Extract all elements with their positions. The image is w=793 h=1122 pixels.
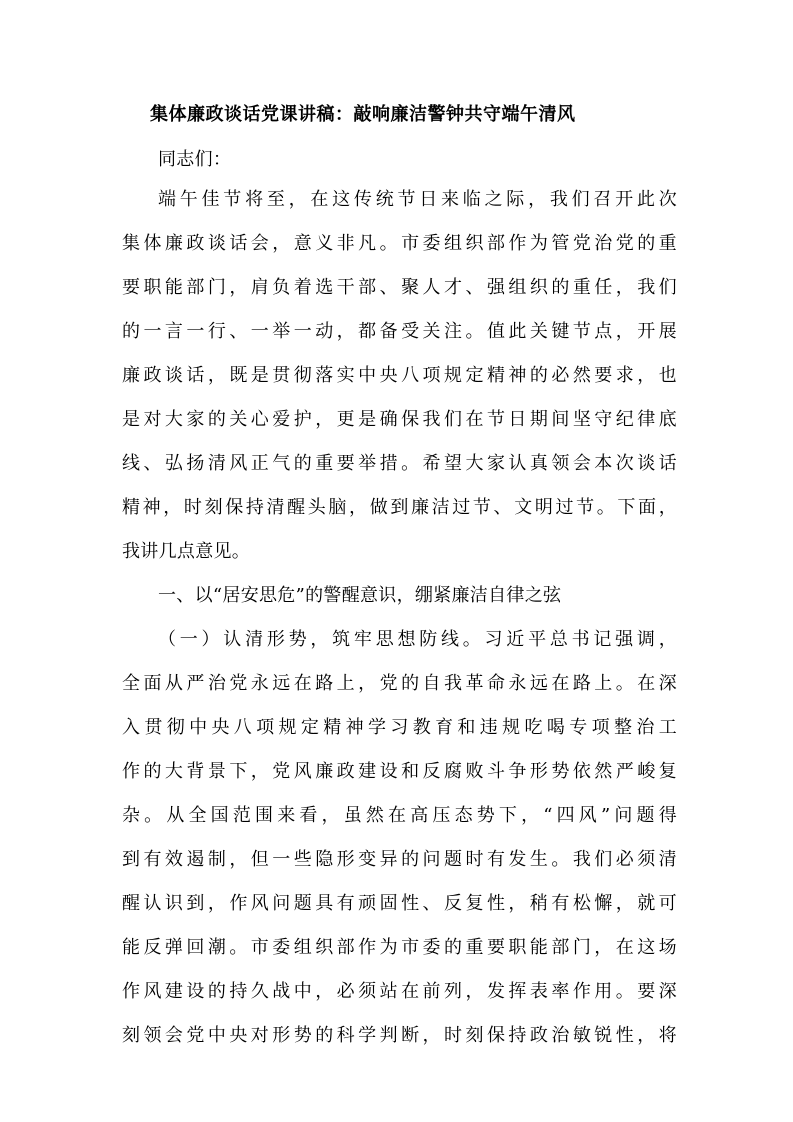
paragraph-line: 的一言一行、一举一动，都备受关注。值此关键节点，开展 <box>122 321 677 342</box>
section-heading: 一、以“居安思危”的警醒意识，绷紧廉洁自律之弦 <box>158 585 562 606</box>
paragraph-line: 能反弹回潮。市委组织部作为市委的重要职能部门，在这场 <box>122 937 677 958</box>
paragraph-line: 是对大家的关心爱护，更是确保我们在节日期间坚守纪律底 <box>122 409 677 430</box>
paragraph-line: 刻领会党中央对形势的科学判断，时刻保持政治敏锐性，将 <box>122 1025 677 1046</box>
paragraph-line: 入贯彻中央八项规定精神学习教育和违规吃喝专项整治工 <box>122 717 677 738</box>
paragraph-line: 要职能部门，肩负着选干部、聚人才、强组织的重任，我们 <box>122 277 677 298</box>
paragraph-line: 集体廉政谈话会，意义非凡。市委组织部作为管党治党的重 <box>122 233 677 254</box>
paragraph-line: 精神，时刻保持清醒头脑，做到廉洁过节、文明过节。下面， <box>122 497 677 518</box>
paragraph-line: 作风建设的持久战中，必须站在前列，发挥表率作用。要深 <box>122 981 677 1002</box>
paragraph-line: 到有效遏制，但一些隐形变异的问题时有发生。我们必须清 <box>122 849 677 870</box>
paragraph-line: （一）认清形势，筑牢思想防线。习近平总书记强调， <box>158 629 677 650</box>
greeting: 同志们： <box>158 149 232 170</box>
paragraph-line: 端午佳节将至，在这传统节日来临之际，我们召开此次 <box>158 189 677 210</box>
paragraph-line: 醒认识到，作风问题具有顽固性、反复性，稍有松懈，就可 <box>122 893 677 914</box>
paragraph-line: 廉政谈话，既是贯彻落实中央八项规定精神的必然要求，也 <box>122 365 677 386</box>
paragraph-line: 全面从严治党永远在路上，党的自我革命永远在路上。在深 <box>122 673 677 694</box>
paragraph-line: 线、弘扬清风正气的重要举措。希望大家认真领会本次谈话 <box>122 453 677 474</box>
document-title: 集体廉政谈话党课讲稿：敲响廉洁警钟共守端午清风 <box>150 104 576 125</box>
paragraph-line: 我讲几点意见。 <box>122 541 251 562</box>
paragraph-line: 杂。从全国范围来看，虽然在高压态势下，“四风”问题得 <box>122 805 677 826</box>
paragraph-line: 作的大背景下，党风廉政建设和反腐败斗争形势依然严峻复 <box>122 761 677 782</box>
